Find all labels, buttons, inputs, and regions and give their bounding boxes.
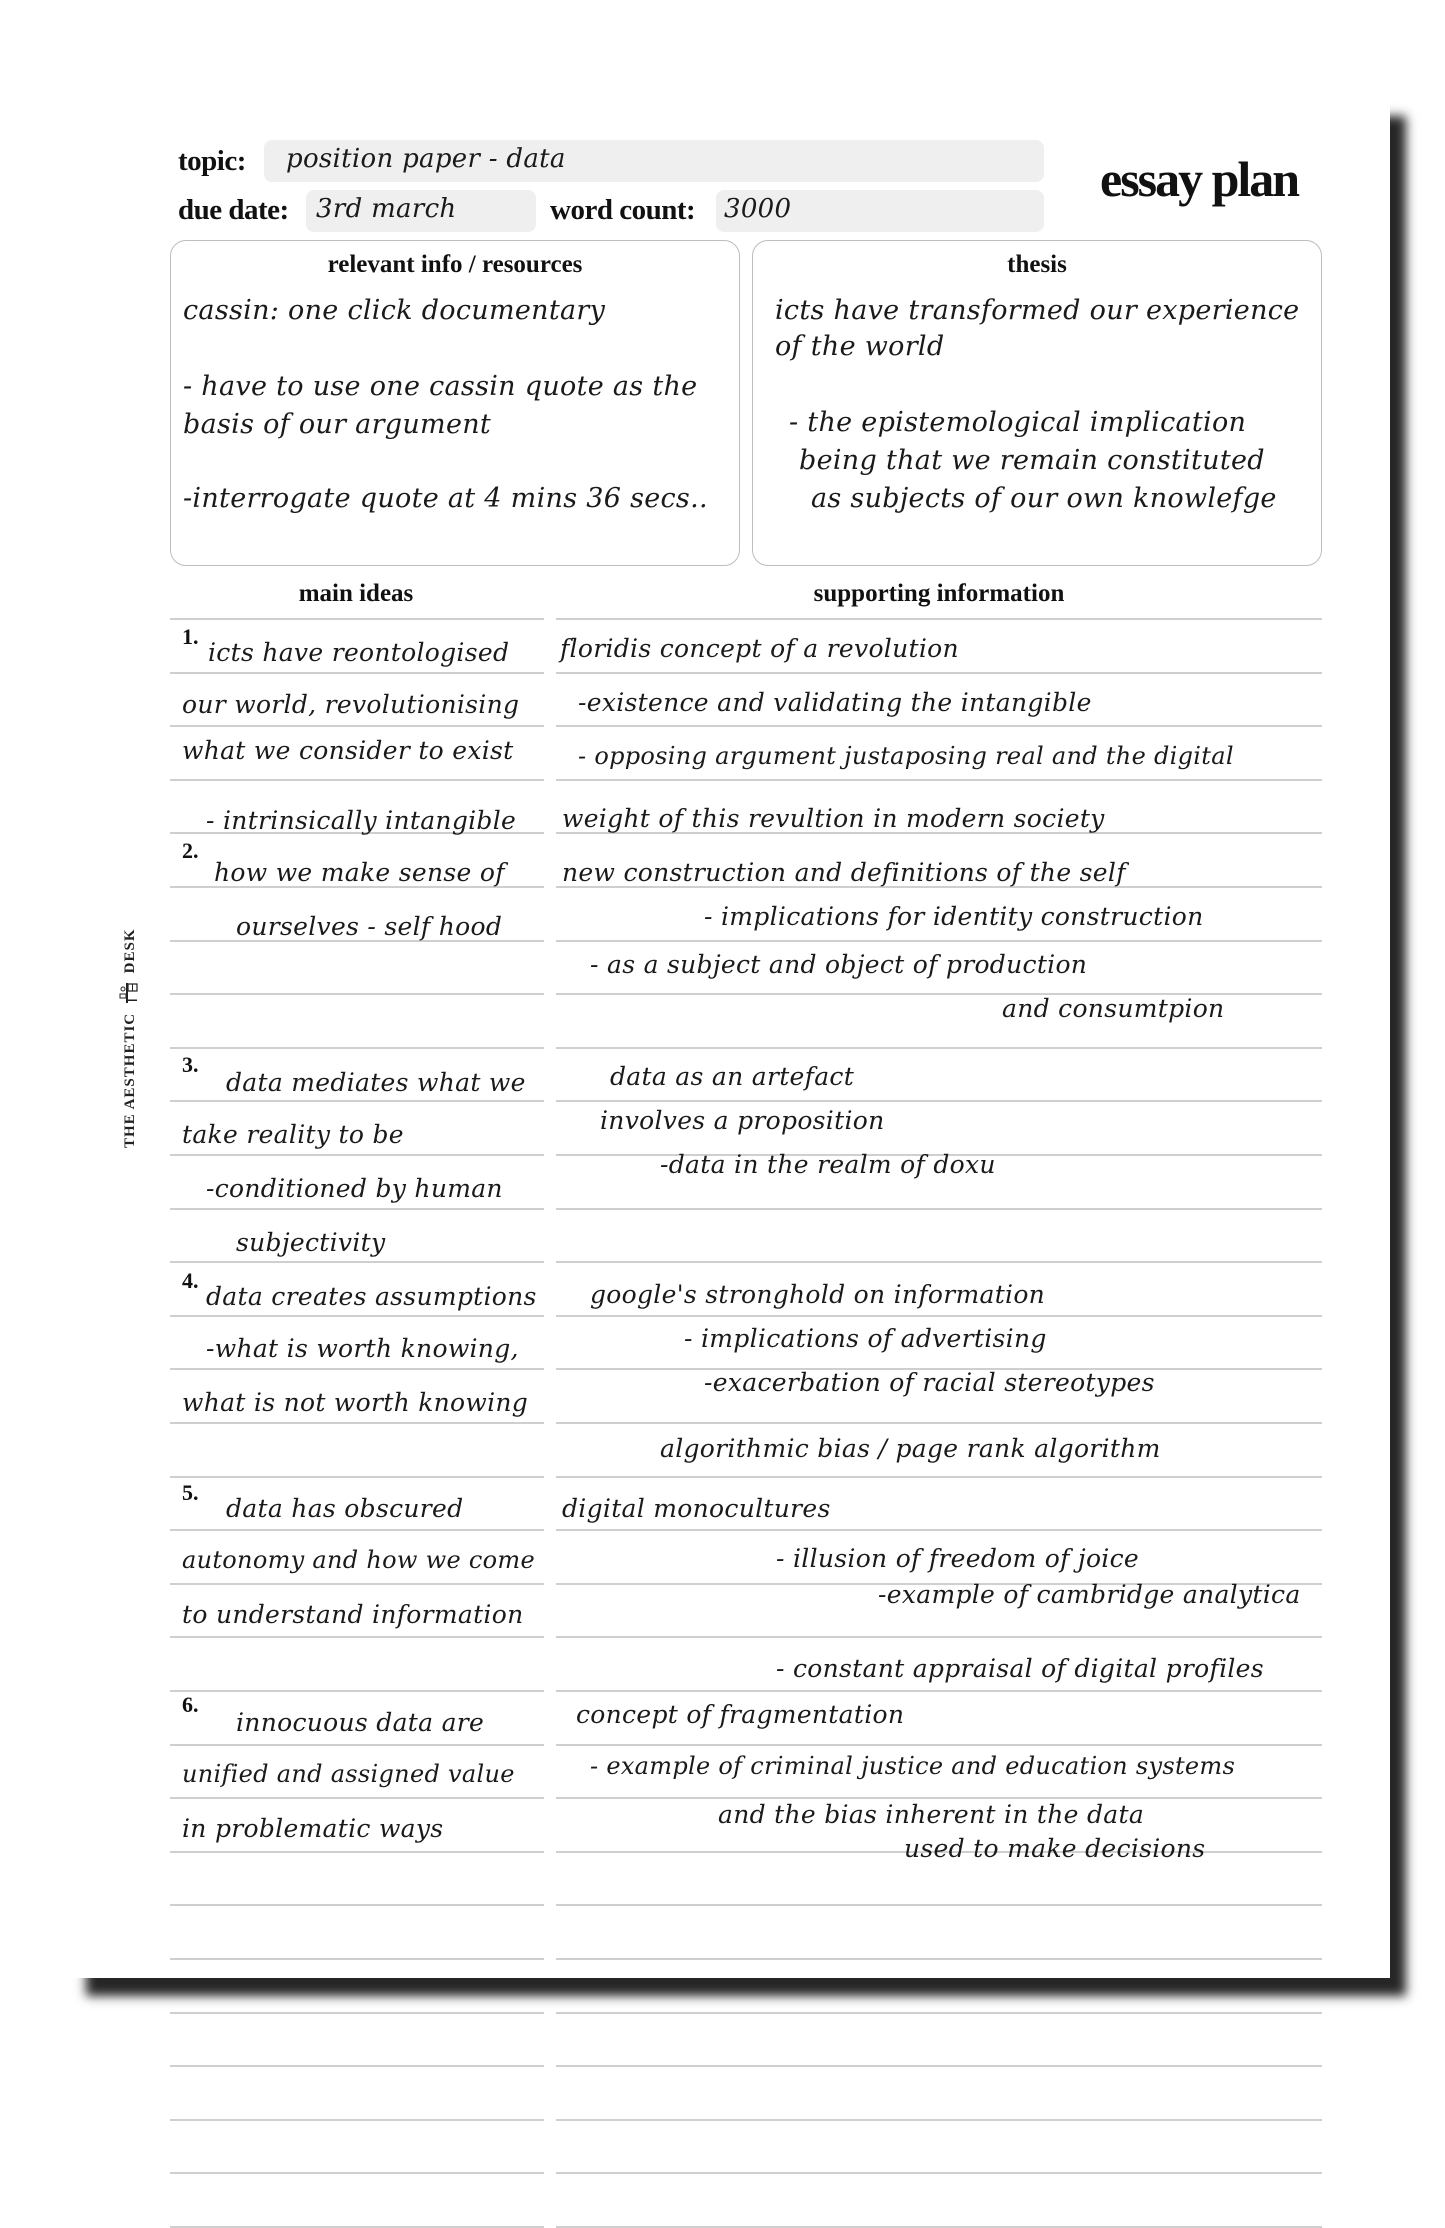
main-idea-line[interactable]: to understand information [182, 1600, 524, 1629]
ruled-line [556, 1797, 1322, 1799]
ruled-line [170, 1851, 544, 1853]
ruled-line [556, 1529, 1322, 1531]
word-count-field[interactable] [716, 190, 1044, 232]
ruled-line [170, 1744, 544, 1746]
main-idea-line[interactable]: take reality to be [182, 1120, 404, 1149]
row-number: 1. [182, 624, 199, 649]
main-idea-line[interactable]: - intrinsically intangible [206, 806, 517, 835]
supporting-line[interactable]: - opposing argument justaposing real and the digital [578, 742, 1234, 770]
ruled-line [170, 1690, 544, 1692]
ruled-line [170, 2226, 544, 2228]
resources-box [170, 240, 740, 566]
main-ideas-heading: main ideas [298, 580, 414, 607]
thesis-line[interactable]: as subjects of our own knowlefge [811, 483, 1277, 514]
word-count-value: 3000 [724, 194, 792, 224]
ruled-line [556, 1047, 1322, 1049]
supporting-line[interactable]: - example of criminal justice and education systems [590, 1752, 1236, 1780]
supporting-line[interactable]: new construction and definitions of the self [562, 858, 1126, 887]
ruled-line [170, 1154, 544, 1156]
supporting-line[interactable]: - implications of advertising [684, 1324, 1047, 1353]
resources-heading: relevant info / resources [327, 251, 583, 278]
row-number: 6. [182, 1692, 199, 1717]
supporting-line[interactable]: digital monocultures [562, 1494, 831, 1523]
topic-field[interactable] [264, 140, 1044, 182]
brand-text-left: THE AESTHETIC [121, 1012, 138, 1148]
main-idea-line[interactable]: unified and assigned value [182, 1760, 515, 1788]
supporting-line[interactable]: data as an artefact [610, 1062, 855, 1091]
ruled-line [556, 725, 1322, 727]
ruled-line [556, 1636, 1322, 1638]
supporting-info-heading: supporting information [813, 580, 1065, 607]
thesis-line[interactable]: icts have transformed our experience [775, 295, 1300, 326]
page-title: essay plan [1100, 151, 1299, 207]
ruled-line [556, 1261, 1322, 1263]
ruled-line [170, 2012, 544, 2014]
ruled-line [556, 618, 1322, 620]
ruled-line [556, 1315, 1322, 1317]
ruled-line [556, 1904, 1322, 1906]
thesis-line[interactable]: being that we remain constituted [799, 445, 1265, 476]
ruled-line [170, 1208, 544, 1210]
ruled-line [170, 2065, 544, 2067]
supporting-line[interactable]: floridis concept of a revolution [560, 634, 959, 663]
supporting-line[interactable]: - as a subject and object of production [590, 950, 1088, 979]
supporting-line[interactable]: involves a proposition [600, 1106, 885, 1135]
ruled-line [170, 1422, 544, 1424]
ruled-line [170, 1904, 544, 1906]
row-number: 4. [182, 1268, 199, 1293]
main-idea-line[interactable]: data mediates what we [226, 1068, 526, 1097]
supporting-line[interactable]: -example of cambridge analytica [878, 1580, 1301, 1609]
supporting-line[interactable]: and the bias inherent in the data [718, 1800, 1145, 1829]
ruled-line [556, 2226, 1322, 2228]
ruled-line [556, 1100, 1322, 1102]
main-idea-line[interactable]: how we make sense of [214, 858, 505, 887]
main-idea-line[interactable]: what is not worth knowing [182, 1388, 529, 1417]
due-date-field[interactable] [306, 190, 536, 232]
due-date-value: 3rd march [316, 194, 457, 224]
ruled-line [170, 672, 544, 674]
ruled-line [170, 1529, 544, 1531]
main-idea-line[interactable]: what we consider to exist [182, 736, 514, 765]
ruled-line [170, 993, 544, 995]
supporting-line[interactable]: used to make decisions [904, 1834, 1206, 1863]
supporting-line[interactable]: -existence and validating the intangible [578, 688, 1092, 717]
main-idea-line[interactable]: subjectivity [236, 1228, 386, 1257]
ruled-line [556, 1744, 1322, 1746]
due-date-label: due date: [178, 194, 289, 226]
thesis-box [752, 240, 1322, 566]
supporting-line[interactable]: and consumtpion [1002, 994, 1225, 1023]
brand-text-right: DESK [121, 928, 138, 974]
supporting-line[interactable]: - constant appraisal of digital profiles [776, 1654, 1264, 1683]
topic-value: position paper - data [286, 144, 566, 174]
ruled-line [170, 1047, 544, 1049]
main-idea-line[interactable]: data creates assumptions [206, 1282, 537, 1311]
ruled-line [556, 1476, 1322, 1478]
ruled-line [170, 618, 544, 620]
main-idea-line[interactable]: -what is worth knowing, [206, 1334, 519, 1363]
main-idea-line[interactable]: -conditioned by human [206, 1174, 503, 1203]
ruled-line [556, 940, 1322, 942]
ruled-line [170, 1368, 544, 1370]
supporting-line[interactable]: google's stronghold on information [590, 1280, 1046, 1309]
main-idea-line[interactable]: our world, revolutionising [182, 690, 520, 719]
ruled-line [556, 2119, 1322, 2121]
ruled-line [170, 1636, 544, 1638]
main-idea-line[interactable]: icts have reontologised [208, 638, 510, 667]
row-number: 2. [182, 838, 199, 863]
main-idea-line[interactable]: ourselves - self hood [236, 912, 503, 941]
word-count-label: word count: [550, 194, 696, 226]
row-number: 3. [182, 1052, 199, 1077]
supporting-line[interactable]: -data in the realm of doxu [660, 1150, 996, 1179]
ruled-line [556, 2172, 1322, 2174]
ruled-line [556, 779, 1322, 781]
main-idea-line[interactable]: data has obscured [226, 1494, 464, 1523]
supporting-line[interactable]: concept of fragmentation [576, 1700, 905, 1729]
resources-line[interactable]: basis of our argument [183, 409, 492, 440]
supporting-line[interactable]: algorithmic bias / page rank algorithm [660, 1434, 1161, 1463]
ruled-line [170, 1261, 544, 1263]
supporting-line[interactable]: weight of this revultion in modern society [562, 804, 1105, 833]
ruled-line [170, 725, 544, 727]
supporting-line[interactable]: - illusion of freedom of joice [776, 1544, 1140, 1573]
ruled-line [170, 1583, 544, 1585]
main-idea-line[interactable]: autonomy and how we come [182, 1546, 535, 1574]
topic-label: topic: [178, 145, 246, 177]
thesis-line[interactable]: of the world [775, 331, 945, 362]
thesis-line[interactable]: - the epistemological implication [789, 407, 1247, 438]
ruled-line [170, 1476, 544, 1478]
ruled-line [556, 2012, 1322, 2014]
ruled-line [170, 1315, 544, 1317]
ruled-line [170, 1100, 544, 1102]
ruled-line [556, 1690, 1322, 1692]
resources-line[interactable]: cassin: one click documentary [183, 295, 606, 326]
resources-line[interactable]: - have to use one cassin quote as the [183, 371, 698, 402]
supporting-line[interactable]: -exacerbation of racial stereotypes [704, 1368, 1155, 1397]
supporting-line[interactable]: - implications for identity construction [704, 902, 1204, 931]
main-idea-line[interactable]: innocuous data are [236, 1708, 485, 1737]
ruled-line [170, 2119, 544, 2121]
desk-icon [118, 982, 143, 1004]
ruled-line [170, 779, 544, 781]
main-idea-line[interactable]: in problematic ways [182, 1814, 444, 1843]
row-number: 5. [182, 1480, 199, 1505]
thesis-heading: thesis [1007, 251, 1067, 278]
ruled-line [170, 1958, 544, 1960]
ruled-line [556, 1208, 1322, 1210]
ruled-line [170, 1797, 544, 1799]
ruled-line [170, 2172, 544, 2174]
resources-line[interactable]: -interrogate quote at 4 mins 36 secs.. [183, 483, 708, 514]
brand-label [118, 929, 143, 1149]
ruled-line [556, 672, 1322, 674]
ruled-line [556, 1958, 1322, 1960]
ruled-line [556, 1422, 1322, 1424]
ruled-line [556, 2065, 1322, 2067]
